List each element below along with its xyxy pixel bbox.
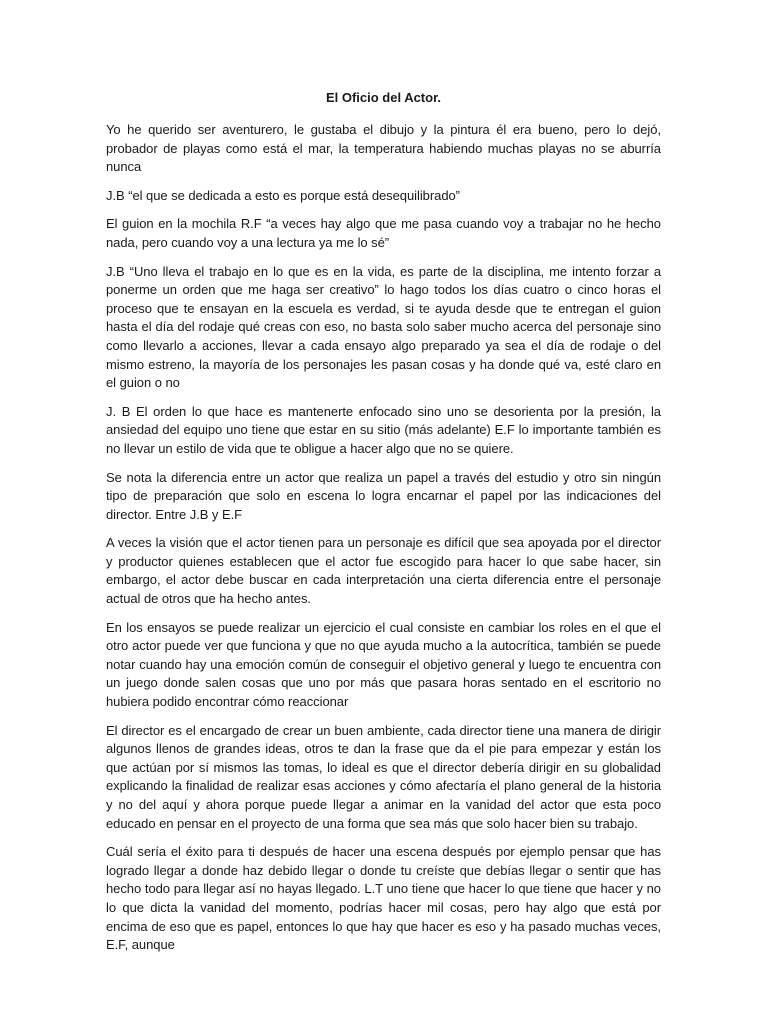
paragraph-4: J.B “Uno lleva el trabajo en lo que es en la vida, es parte de la disciplina, me intento forzar a ponerme un orden que me haga ser creativo” lo hago todos los días cuatro o cinco horas el proceso que te ensayan en la escuela es verdad, si te ayuda desde que te entregan el guion hasta el día del rodaje qué creas con eso, no basta solo saber mucho acerca del personaje sino como llevarlo a acciones, llevar a cada ensayo algo preparado ya sea el día de rodaje o del mismo estreno, la mayoría de los personajes les pasan cosas y ha donde qué va, esté claro en el guion o no xyxy=(106,263,661,391)
paragraph-6: Se nota la diferencia entre un actor que realiza un papel a través del estudio y otro sin ningún tipo de preparación que solo en escena lo logra encarnar el papel por las indicaciones del director. Entre J.B y E.F xyxy=(106,469,661,522)
paragraph-7: A veces la visión que el actor tienen para un personaje es difícil que sea apoyada por el director y productor quienes establecen que el actor fue escogido para hacer lo que sabe hacer, sin embargo, el actor debe buscar en cada interpretación una cierta diferencia entre el personaje actual de otros que ha hecho antes. xyxy=(106,535,661,607)
paragraph-5: J. B El orden lo que hace es mantenerte enfocado sino uno se desorienta por la presión, la ansiedad del equipo uno tiene que estar en su sitio (más adelante) E.F lo importante también es no llevar un estilo de vida que te obligue a hacer algo que no se quiere. xyxy=(106,403,661,456)
paragraph-1: Yo he querido ser aventurero, le gustaba el dibujo y la pintura él era bueno, pero lo dejó, probador de playas como está el mar, la temperatura habiendo muchas playas no se aburría nunca xyxy=(106,122,661,175)
paragraph-2: J.B “el que se dedicada a esto es porque está desequilibrado” xyxy=(106,187,460,203)
document-title: El Oficio del Actor. xyxy=(325,90,442,105)
document-page xyxy=(106,89,661,965)
paragraph-9: El director es el encargado de crear un buen ambiente, cada director tiene una manera de dirigir algunos llenos de grandes ideas, otros te dan la frase que da el pie para empezar y están los que actúan por sí mismos las tomas, lo ideal es que el director debería dirigir en su globalidad explicando la finalidad de realizar esas acciones y cómo afectaría el plano general de la historia y no del aquí y ahora porque puede llegar a animar en la vanidad del actor que esta poco educado en pensar en el proyecto de una forma que sea más que solo hacer bien su trabajo. xyxy=(106,722,661,831)
paragraph-8: En los ensayos se puede realizar un ejercicio el cual consiste en cambiar los roles en el que el otro actor puede ver que funciona y que no que ayuda mucho a la autocrítica, también se puede notar cuando hay una emoción común de conseguir el objetivo general y luego te encuentra con un juego donde salen cosas que uno por más que pasara horas sentado en el escritorio no hubiera podido encontrar cómo reaccionar xyxy=(106,619,661,710)
paragraph-10: Cuál sería el éxito para ti después de hacer una escena después por ejemplo pensar que has logrado llegar a donde haz debido llegar o donde tu creíste que debías llegar o sentir que has hecho todo para llegar así no hayas llegado. L.T uno tiene que hacer lo que tiene que hacer y no lo que dicta la vanidad del momento, podrías hacer mil cosas, pero hay algo que está por encima de eso que es papel, entonces lo que hay que hacer es eso y ha pasado muchas veces, E.F, aunque xyxy=(106,844,661,953)
paragraph-3: El guion en la mochila R.F “a veces hay algo que me pasa cuando voy a trabajar no he hecho nada, pero cuando voy a una lectura ya me lo sé” xyxy=(106,216,661,250)
